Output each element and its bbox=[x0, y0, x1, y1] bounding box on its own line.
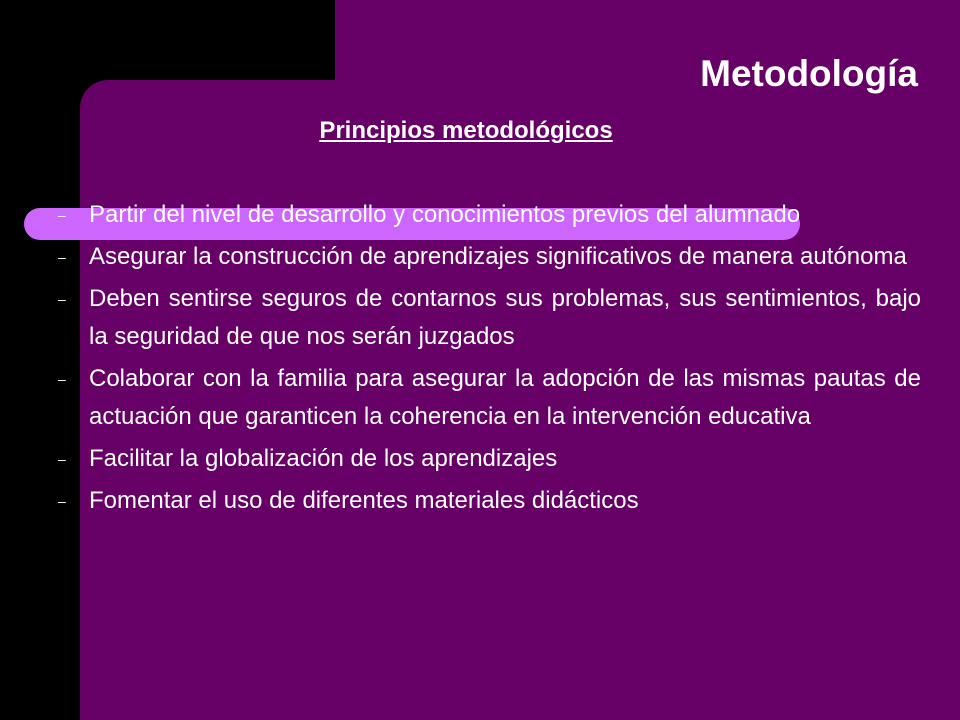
dash-icon: – bbox=[58, 249, 66, 265]
bullet-text: Partir del nivel de desarrollo y conocimientos previos del alumnado bbox=[89, 201, 801, 228]
dash-icon: – bbox=[58, 451, 66, 467]
bullet-item bbox=[58, 482, 921, 520]
bullet-list bbox=[58, 196, 921, 524]
bullet-text: Fomentar el uso de diferentes materiales didácticos bbox=[89, 487, 639, 514]
dash-icon: – bbox=[58, 291, 66, 307]
slide-title: Metodología bbox=[700, 53, 918, 94]
dash-icon: – bbox=[58, 493, 66, 509]
bullet-item bbox=[58, 280, 921, 356]
dash-icon: – bbox=[58, 207, 66, 223]
bullet-text: Deben sentirse seguros de contarnos sus problemas, sus sentimientos, bajo la seguridad de que nos serán juzgados bbox=[89, 285, 921, 350]
slide-subtitle: Principios metodológicos bbox=[319, 117, 613, 144]
bullet-text: Asegurar la construcción de aprendizajes significativos de manera autónoma bbox=[89, 243, 907, 270]
bullet-item bbox=[58, 196, 921, 234]
bullet-text: Facilitar la globalización de los aprendizajes bbox=[89, 445, 558, 472]
bullet-item bbox=[58, 440, 921, 478]
dash-icon: – bbox=[58, 371, 66, 387]
bullet-item bbox=[58, 238, 921, 276]
bullet-item bbox=[58, 360, 921, 436]
bullet-text: Colaborar con la familia para asegurar la adopción de las mismas pautas de actuación que garanticen la coherencia en la intervención educativa bbox=[89, 365, 921, 430]
